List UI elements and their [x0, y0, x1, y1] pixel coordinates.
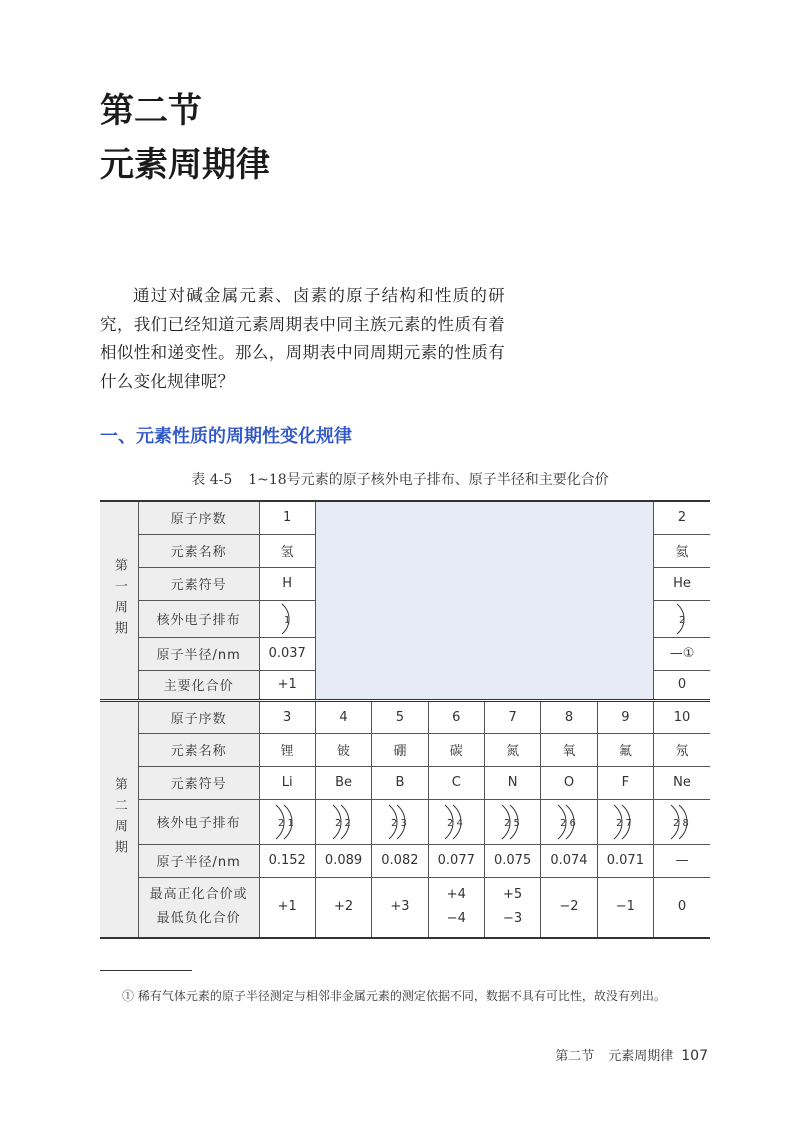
cell-shell: [315, 799, 371, 844]
cell-symbol: O: [541, 766, 597, 799]
cell-valence: [541, 877, 597, 938]
cell-symbol: Li: [259, 766, 315, 799]
cell-He-shell: [654, 600, 710, 637]
section-name: 元素周期律: [100, 145, 270, 185]
valence-value: +2: [333, 899, 354, 915]
footnote-rule: [100, 970, 192, 971]
electron-shell-icon: [671, 602, 693, 636]
period-1-label: [100, 501, 138, 700]
cell-He-z: 2: [654, 501, 710, 534]
table-caption: [0, 469, 800, 489]
cell-shell: [428, 799, 484, 844]
cell-symbol: Ne: [654, 766, 710, 799]
shell-text: 1: [284, 614, 291, 626]
cell-name: 氮: [484, 733, 540, 766]
electron-shell-icon: [276, 602, 298, 636]
footer-title: 元素周期律: [608, 1049, 674, 1064]
row-label-line: 最低负化合价: [156, 911, 241, 927]
shell-text: 2: [679, 614, 686, 626]
shell-text: 2 2: [334, 817, 351, 829]
cell-radius: 0.075: [484, 844, 540, 877]
cell-H-radius: 0.037: [259, 637, 315, 670]
cell-name: 氧: [541, 733, 597, 766]
shell-text: 2 8: [673, 817, 689, 829]
cell-symbol: N: [484, 766, 540, 799]
valence-value: 0: [677, 899, 687, 915]
electron-shell-icon: [384, 803, 416, 841]
cell-valence: [484, 877, 540, 938]
electron-shell-icon: [271, 803, 303, 841]
electron-shell-icon: [328, 803, 360, 841]
cell-He-valence: 0: [654, 670, 710, 700]
electron-shell-icon: [440, 803, 472, 841]
cell-valence: [315, 877, 371, 938]
cell-radius: —: [654, 844, 710, 877]
valence-value: −4: [446, 911, 466, 927]
row-label: 元素符号: [138, 766, 259, 799]
row-label: 原子序数: [138, 501, 259, 534]
cell-H-z: 1: [259, 501, 315, 534]
cell-name: 碳: [428, 733, 484, 766]
cell-H-valence: +1: [259, 670, 315, 700]
table-row: [100, 766, 710, 799]
cell-z: 10: [654, 700, 710, 733]
row-label: 元素符号: [138, 567, 259, 600]
cell-z: 6: [428, 700, 484, 733]
cell-H-shell: [259, 600, 315, 637]
cell-z: 5: [372, 700, 428, 733]
cell-valence: [428, 877, 484, 938]
cell-z: 8: [541, 700, 597, 733]
cell-symbol: Be: [315, 766, 371, 799]
row-label: 元素名称: [138, 534, 259, 567]
cell-z: 3: [259, 700, 315, 733]
cell-symbol: C: [428, 766, 484, 799]
cell-radius: 0.089: [315, 844, 371, 877]
element-table: [100, 500, 710, 939]
page-footer: [555, 1045, 708, 1064]
section-title: [100, 84, 270, 192]
row-label: 核外电子排布: [138, 600, 259, 637]
period-2-label: [100, 700, 138, 938]
shell-text: 2 6: [559, 817, 576, 829]
cell-shell: [259, 799, 315, 844]
table-row: [100, 700, 710, 733]
cell-name: 铍: [315, 733, 371, 766]
cell-shell: [484, 799, 540, 844]
cell-He-symbol: He: [654, 567, 710, 600]
electron-shell-icon: [497, 803, 529, 841]
period-1-blank: [315, 501, 653, 700]
footnote: ① 稀有气体元素的原子半径测定与相邻非金属元素的测定依据不同，数据不具有可比性，故没有列出。: [122, 989, 666, 1003]
cell-z: 9: [597, 700, 653, 733]
cell-valence: [597, 877, 653, 938]
valence-value: +1: [277, 899, 297, 915]
cell-name: 锂: [259, 733, 315, 766]
row-label: 原子半径/nm: [138, 637, 259, 670]
table-number: 表 4-5: [191, 472, 233, 488]
cell-radius: 0.082: [372, 844, 428, 877]
cell-valence: [372, 877, 428, 938]
shell-text: 2 1: [278, 817, 295, 829]
footer-section: 第二节: [555, 1049, 595, 1064]
subsection-heading: 一、元素性质的周期性变化规律: [100, 426, 352, 447]
valence-value: +5: [503, 887, 523, 903]
cell-shell: [541, 799, 597, 844]
row-label: [138, 877, 259, 938]
electron-shell-icon: [553, 803, 585, 841]
electron-shell-icon: [666, 803, 698, 841]
shell-text: 2 3: [390, 817, 407, 829]
table-title: 1~18号元素的原子核外电子排布、原子半径和主要化合价: [248, 472, 609, 488]
valence-value: +3: [390, 899, 410, 915]
table-row: [100, 844, 710, 877]
cell-shell: [597, 799, 653, 844]
cell-H-name: 氢: [259, 534, 315, 567]
table-row: [100, 799, 710, 844]
cell-shell: [372, 799, 428, 844]
period-1-label-text: 第一周期: [111, 558, 127, 643]
valence-value: −1: [615, 899, 635, 915]
row-label-line: 最高正化合价或: [149, 887, 248, 903]
row-label: 核外电子排布: [138, 799, 259, 844]
page-number: 107: [681, 1048, 708, 1064]
cell-valence: [259, 877, 315, 938]
valence-value: −2: [559, 899, 579, 915]
shell-text: 2 5: [503, 817, 520, 829]
cell-valence: [654, 877, 710, 938]
cell-symbol: B: [372, 766, 428, 799]
row-label: 原子序数: [138, 700, 259, 733]
row-label: 原子半径/nm: [138, 844, 259, 877]
section-number: 第二节: [100, 91, 202, 131]
shell-text: 2 4: [447, 817, 464, 829]
cell-name: 硼: [372, 733, 428, 766]
shell-text: 2 7: [616, 817, 633, 829]
intro-paragraph: 通过对碱金属元素、卤素的原子结构和性质的研究，我们已经知道元素周期表中同主族元素的性质有着相似性和递变性。那么，周期表中同周期元素的性质有什么变化规律呢？: [100, 286, 505, 391]
row-label: 元素名称: [138, 733, 259, 766]
cell-radius: 0.071: [597, 844, 653, 877]
valence-value: −3: [503, 911, 523, 927]
cell-radius: 0.077: [428, 844, 484, 877]
valence-value: +4: [446, 887, 466, 903]
cell-He-name: 氦: [654, 534, 710, 567]
cell-z: 4: [315, 700, 371, 733]
cell-H-symbol: H: [259, 567, 315, 600]
table-row: [100, 877, 710, 938]
table-row: [100, 501, 710, 534]
period-2-label-text: 第二周期: [111, 777, 127, 862]
table-row: [100, 733, 710, 766]
row-label: 主要化合价: [138, 670, 259, 700]
cell-symbol: F: [597, 766, 653, 799]
cell-He-radius: —①: [654, 637, 710, 670]
electron-shell-icon: [609, 803, 641, 841]
cell-shell: [654, 799, 710, 844]
cell-z: 7: [484, 700, 540, 733]
cell-name: 氟: [597, 733, 653, 766]
cell-name: 氖: [654, 733, 710, 766]
cell-radius: 0.074: [541, 844, 597, 877]
cell-radius: 0.152: [259, 844, 315, 877]
